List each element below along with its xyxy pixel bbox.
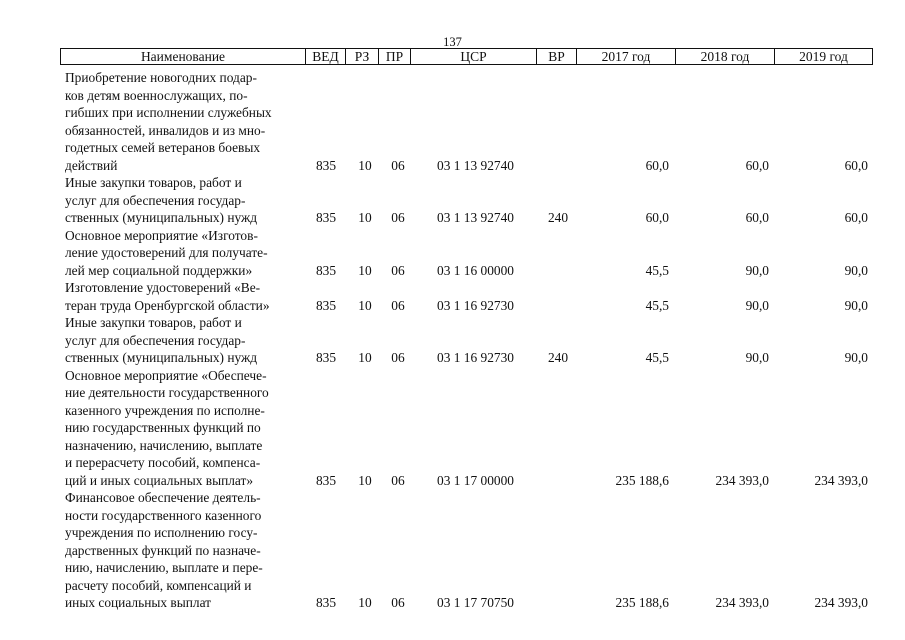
row-2018: 60,0: [745, 157, 769, 173]
row-2017: 235 188,6: [615, 472, 669, 488]
row-name: Основное мероприятие «Обеспече- ние деятельности государственного казенного учреждения по исполне- нию государственных функций по назначению, начислению, выплате и перерасчету пособий, компенса- ций и иных социальных выплат»: [65, 367, 269, 488]
row-2018: 234 393,0: [715, 595, 769, 610]
table-row: [65, 174, 873, 227]
header-pr: ПР: [379, 49, 411, 64]
header-ved: ВЕД: [306, 49, 346, 64]
row-ved: 835: [315, 297, 337, 313]
row-2018: 90,0: [745, 350, 769, 365]
row-2018: 234 393,0: [715, 472, 769, 488]
row-pr: 06: [391, 297, 405, 313]
table-row: [65, 227, 873, 280]
row-2017: 60,0: [645, 210, 669, 225]
row-2017: 45,5: [645, 297, 669, 313]
row-name: Иные закупки товаров, работ и услуг для обеспечения государ- ственных (муниципальных) нужд: [65, 315, 258, 365]
header-csr: ЦСР: [411, 49, 537, 64]
row-vr: 240: [547, 350, 569, 365]
row-csr: 03 1 16 92730: [437, 297, 514, 313]
row-2019: 234 393,0: [814, 472, 868, 488]
header-vr: ВР: [537, 49, 577, 64]
row-csr: 03 1 16 92730: [437, 350, 514, 365]
table-header: [60, 48, 873, 65]
row-ved: 835: [315, 472, 337, 488]
row-csr: 03 1 13 92740: [437, 157, 514, 173]
row-csr: 03 1 17 00000: [437, 472, 514, 488]
row-ved: 835: [315, 350, 337, 365]
row-rz: 10: [358, 350, 372, 365]
row-csr: 03 1 17 70750: [437, 595, 514, 610]
row-2019: 90,0: [844, 262, 868, 278]
row-2018: 90,0: [745, 297, 769, 313]
row-pr: 06: [391, 210, 405, 225]
row-2017: 60,0: [645, 157, 669, 173]
table-row: [65, 314, 873, 367]
row-rz: 10: [358, 472, 372, 488]
header-rz: РЗ: [346, 49, 379, 64]
row-name: Финансовое обеспечение деятель- ности государственного казенного учреждения по исполнению госу- дарственных функций по назначе- нию, начислению, выплате и пере- расчету пособий, компенсаций и иных социальных выплат: [65, 490, 263, 610]
row-pr: 06: [391, 157, 405, 173]
row-2017: 235 188,6: [615, 595, 669, 610]
row-pr: 06: [391, 595, 405, 610]
row-name: Изготовление удостоверений «Ве- теран труда Оренбургской области»: [65, 280, 270, 313]
table-row: [65, 489, 873, 612]
row-rz: 10: [358, 297, 372, 313]
row-2019: 90,0: [844, 350, 868, 365]
row-rz: 10: [358, 210, 372, 225]
table-row: [65, 279, 873, 314]
header-year-2017: 2017 год: [577, 49, 676, 64]
table-row: [65, 69, 873, 174]
row-2019: 60,0: [844, 210, 868, 225]
row-pr: 06: [391, 350, 405, 365]
row-rz: 10: [358, 595, 372, 610]
row-vr: 240: [547, 210, 569, 225]
row-pr: 06: [391, 472, 405, 488]
header-year-2019: 2019 год: [799, 49, 848, 64]
row-name: Основное мероприятие «Изготов- ление удостоверений для получате- лей мер социальной поддержки»: [65, 227, 268, 278]
row-pr: 06: [391, 262, 405, 278]
header-year-2018: 2018 год: [676, 49, 775, 64]
row-2019: 90,0: [844, 297, 868, 313]
row-name: Приобретение новогодних подар- ков детям военнослужащих, по- гибших при исполнении служебных обязанностей, инвалидов и из мно- годетных семей ветеранов боевых действий: [65, 70, 272, 173]
row-ved: 835: [315, 262, 337, 278]
row-name: Иные закупки товаров, работ и услуг для обеспечения государ- ственных (муниципальных) нужд: [65, 175, 258, 225]
page-number: 137: [443, 35, 462, 49]
table-row: [65, 367, 873, 490]
row-2019: 234 393,0: [814, 595, 868, 610]
header-name: Наименование: [61, 49, 306, 64]
row-rz: 10: [358, 262, 372, 278]
row-2017: 45,5: [645, 350, 669, 365]
table-body: [65, 69, 873, 612]
row-csr: 03 1 16 00000: [437, 262, 514, 278]
row-2018: 90,0: [745, 262, 769, 278]
row-csr: 03 1 13 92740: [437, 210, 514, 225]
row-ved: 835: [315, 595, 337, 610]
row-2019: 60,0: [844, 157, 868, 173]
row-2018: 60,0: [745, 210, 769, 225]
row-rz: 10: [358, 157, 372, 173]
row-ved: 835: [315, 210, 337, 225]
row-2017: 45,5: [645, 262, 669, 278]
row-ved: 835: [315, 157, 337, 173]
